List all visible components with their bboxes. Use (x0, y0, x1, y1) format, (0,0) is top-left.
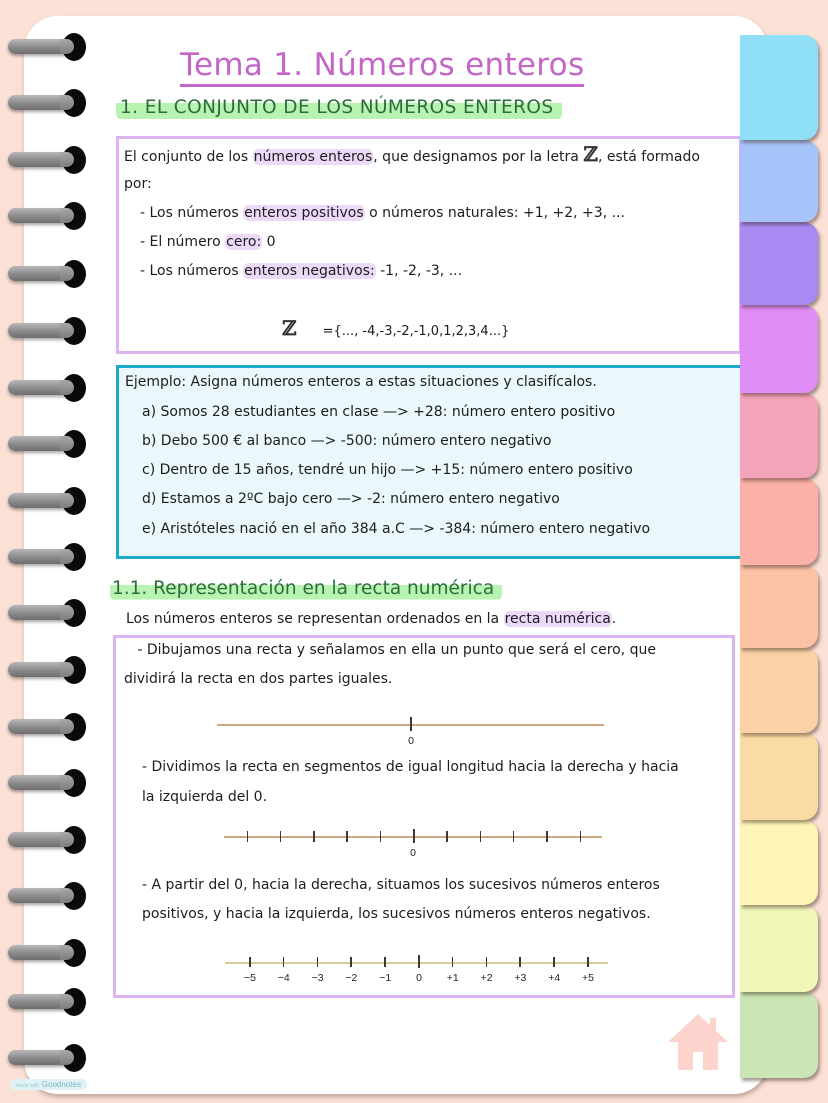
binder-ring (8, 430, 80, 458)
section-heading-1: 1. EL CONJUNTO DE LOS NÚMEROS ENTEROS (116, 95, 562, 121)
number-line-label: −1 (379, 972, 392, 984)
binder-ring (8, 146, 80, 174)
binder-ring (8, 656, 80, 684)
binder-ring (8, 882, 80, 910)
step3-line2: positivos, y hacia la izquierda, los sucesivos números enteros negativos. (142, 906, 651, 922)
definition-line-2: por: (124, 176, 152, 192)
binder-ring (8, 826, 80, 854)
highlight-enteros-negativos: enteros negativos: (244, 263, 375, 279)
section-tab-5[interactable] (740, 393, 818, 478)
highlight-cero: cero: (226, 234, 262, 250)
section-tab-10[interactable] (740, 820, 818, 905)
number-line-label: −3 (311, 972, 324, 984)
example-intro: Ejemplo: Asigna números enteros a estas situaciones y clasifícalos. (125, 374, 597, 390)
section-tab-3[interactable] (740, 222, 818, 305)
section-tab-12[interactable] (740, 992, 818, 1078)
binder-ring (8, 988, 80, 1016)
example-item-e: e) Aristóteles nació en el año 384 a.C —> -384: número entero negativo (142, 521, 651, 537)
step2-line2: la izquierda del 0. (142, 789, 268, 805)
goodnotes-watermark: Made with Goodnotes (10, 1079, 87, 1090)
example-item-a: a) Somos 28 estudiantes en clase —> +28: número entero positivo (142, 404, 616, 420)
binder-ring (8, 89, 80, 117)
example-item-b: b) Debo 500 € al banco —> -500: número entero negativo (142, 433, 552, 449)
step2-line1: - Dividimos la recta en segmentos de igual longitud hacia la derecha y hacia (142, 759, 679, 775)
example-item-c: c) Dentro de 15 años, tendré un hijo —> +15: número entero positivo (142, 462, 633, 478)
binder-ring (8, 202, 80, 230)
number-line-label: +3 (514, 972, 527, 984)
section-tab-7[interactable] (740, 565, 818, 648)
section-tab-1[interactable] (740, 35, 818, 140)
highlight-enteros-positivos: enteros positivos (244, 205, 364, 221)
binder-ring (8, 599, 80, 627)
integers-symbol: ℤ (583, 142, 598, 166)
bullet-positive: - Los números enteros positivos o números naturales: +1, +2, +3, ... (140, 205, 625, 221)
number-line-label: +5 (582, 972, 594, 984)
number-line-label: −5 (244, 972, 256, 984)
page-title: Tema 1. Números enteros (180, 46, 584, 87)
section-tab-2[interactable] (740, 140, 818, 222)
section-tab-8[interactable] (740, 648, 818, 733)
section-tab-11[interactable] (740, 905, 818, 992)
binder-ring (8, 939, 80, 967)
binder-ring (8, 33, 80, 61)
numberline-box (113, 635, 735, 998)
binder-ring (8, 487, 80, 515)
binder-ring (8, 543, 80, 571)
binder-ring (8, 374, 80, 402)
integers-symbol: ℤ (282, 316, 297, 340)
highlight-numeros-enteros: números enteros (253, 149, 373, 165)
step1-line1: - Dibujamos una recta y señalamos en ella un punto que será el cero, que (124, 642, 657, 658)
home-icon[interactable] (666, 1012, 730, 1072)
number-line-label: −4 (277, 972, 290, 984)
step3-line1: - A partir del 0, hacia la derecha, situamos los sucesivos números enteros (142, 877, 660, 893)
number-line-label: −2 (345, 972, 358, 984)
highlight-recta-numerica: recta numérica (504, 611, 611, 627)
binder-ring (8, 769, 80, 797)
binder-ring (8, 317, 80, 345)
binder-ring (8, 260, 80, 288)
numberline-intro: Los números enteros se representan ordenados en la recta numérica. (126, 611, 617, 627)
binder-ring (8, 1044, 80, 1072)
section-tab-9[interactable] (740, 733, 818, 820)
section-tab-4[interactable] (740, 305, 818, 393)
section-heading-1-1: 1.1. Representación en la recta numérica (110, 576, 502, 602)
example-item-d: d) Estamos a 2ºC bajo cero —> -2: número entero negativo (142, 491, 560, 507)
definition-line-1: El conjunto de los números enteros, que designamos por la letra ℤ, está formado (124, 142, 700, 166)
number-line-label: +2 (480, 972, 493, 984)
bullet-negative: - Los números enteros negativos: -1, -2, -3, ... (140, 263, 463, 279)
number-line-label: 0 (416, 972, 422, 984)
number-line-label: +1 (446, 972, 459, 984)
binder-ring (8, 713, 80, 741)
bullet-zero: - El número cero: 0 (140, 234, 276, 250)
number-line-label: +4 (548, 972, 561, 984)
step1-line2: dividirá la recta en dos partes iguales. (124, 671, 393, 687)
integer-set-definition: ℤ ={..., -4,-3,-2,-1,0,1,2,3,4...} (282, 316, 510, 340)
section-tab-6[interactable] (740, 478, 818, 565)
